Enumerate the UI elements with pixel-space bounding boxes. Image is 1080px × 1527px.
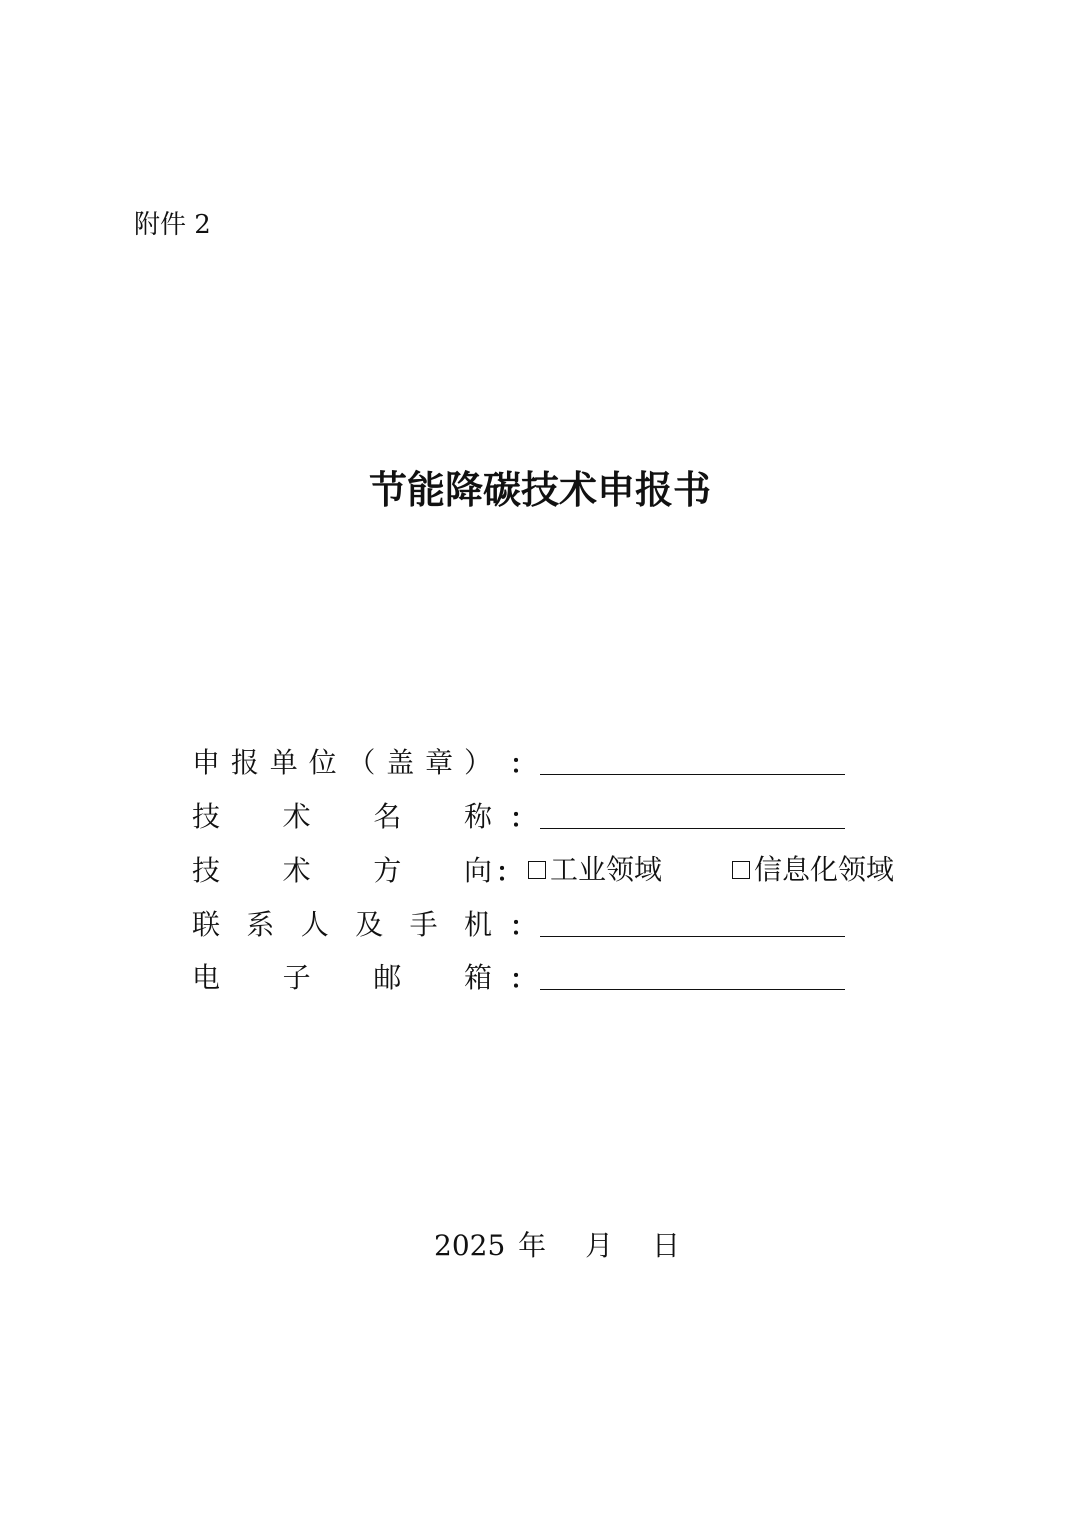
date-day-unit: 日 <box>652 1229 681 1262</box>
field-colon: ： <box>510 912 537 942</box>
email-blank-line[interactable] <box>540 989 845 990</box>
option-industrial-field[interactable] <box>528 850 662 890</box>
field-colon: ： <box>510 804 537 834</box>
option-information-field[interactable] <box>732 850 894 890</box>
date-year: 2025 <box>434 1229 506 1262</box>
technology-name-blank-line[interactable] <box>540 828 845 829</box>
field-label-applicant-unit: 申报单位（盖章） <box>192 746 492 779</box>
option-label-industrial: 工业领域 <box>550 853 663 886</box>
date-month-unit: 月 <box>585 1229 614 1262</box>
checkbox-icon[interactable] <box>528 861 546 879</box>
field-label-contact-phone: 联系人及手机 <box>192 908 492 941</box>
field-colon: ： <box>510 750 537 780</box>
field-label-email: 电子邮箱 <box>192 961 492 994</box>
date-line <box>434 1226 680 1266</box>
applicant-unit-blank-line[interactable] <box>540 774 845 775</box>
field-label-technology-direction: 技术方向 <box>192 854 492 887</box>
field-label-technology-name: 技术名称 <box>192 800 492 833</box>
document-title: 节能降碳技术申报书 <box>368 467 711 512</box>
attachment-label: 附件 2 <box>134 210 211 240</box>
date-year-unit: 年 <box>518 1229 547 1262</box>
contact-phone-blank-line[interactable] <box>540 936 845 937</box>
checkbox-icon[interactable] <box>732 861 750 879</box>
option-label-information: 信息化领域 <box>754 853 895 886</box>
field-colon: ： <box>496 858 523 888</box>
field-colon: ： <box>510 965 537 995</box>
